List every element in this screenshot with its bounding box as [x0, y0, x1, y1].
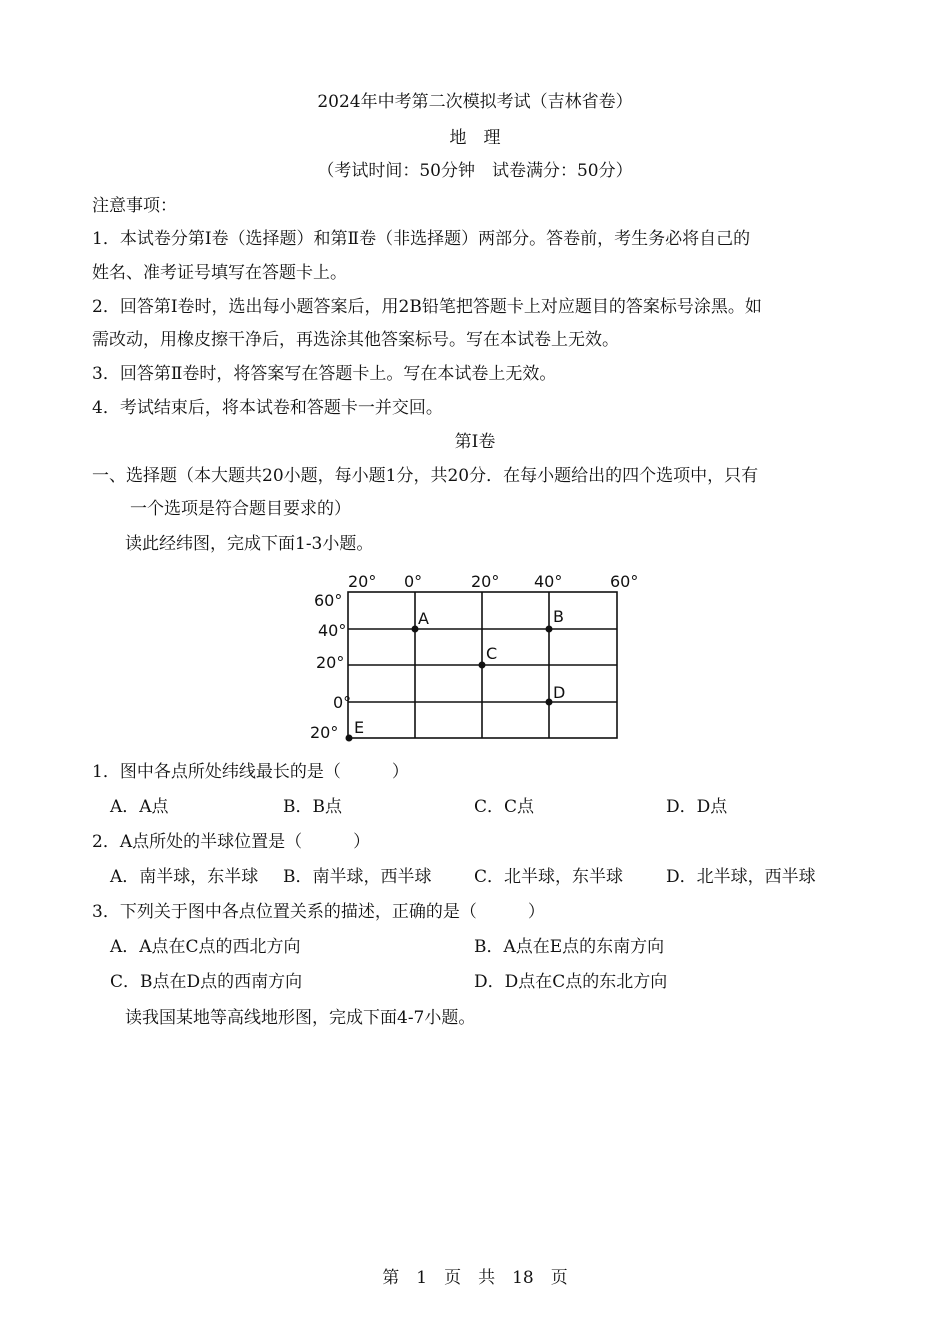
- lon-label: 0°: [404, 572, 423, 591]
- question-3-stem: 3．下列关于图中各点位置关系的描述，正确的是（ ）: [92, 902, 545, 922]
- lat-label: 60°: [314, 591, 343, 610]
- notes-heading: 注意事项：: [92, 196, 177, 216]
- point-c-dot: [479, 662, 486, 669]
- point-a-label: A: [418, 609, 429, 628]
- subject-title: 地 理: [449, 128, 501, 148]
- q3-option-d[interactable]: D．D点在C点的东北方向: [474, 972, 668, 992]
- q2-option-b[interactable]: B．南半球，西半球: [283, 867, 432, 887]
- point-c-label: C: [486, 644, 498, 663]
- note-line: 1．本试卷分第Ⅰ卷（选择题）和第Ⅱ卷（非选择题）两部分。答卷前，考生务必将自己的: [92, 229, 751, 249]
- map-intro: 读此经纬图，完成下面1-3小题。: [125, 534, 374, 554]
- q3-option-c[interactable]: C．B点在D点的西南方向: [110, 972, 303, 992]
- note-line: 姓名、准考证号填写在答题卡上。: [92, 263, 347, 283]
- lat-label: 20°: [316, 653, 345, 672]
- part-heading: 一、选择题（本大题共20小题，每小题1分，共20分．在每小题给出的四个选项中，只有: [92, 466, 759, 486]
- lat-label: 40°: [318, 621, 347, 640]
- point-d-dot: [546, 699, 553, 706]
- q3-option-b[interactable]: B．A点在E点的东南方向: [474, 937, 665, 957]
- lon-label: 40°: [534, 572, 563, 591]
- point-e-dot: [346, 735, 353, 742]
- exam-title: 2024年中考第二次模拟考试（吉林省卷）: [317, 92, 633, 112]
- note-line: 2．回答第Ⅰ卷时，选出每小题答案后，用2B铅笔把答题卡上对应题目的答案标号涂黑。如: [92, 297, 762, 317]
- note-line: 3．回答第Ⅱ卷时，将答案写在答题卡上。写在本试卷上无效。: [92, 364, 557, 384]
- q2-option-d[interactable]: D．北半球，西半球: [666, 867, 816, 887]
- q2-option-c[interactable]: C．北半球，东半球: [474, 867, 624, 887]
- lat-label: 0°: [333, 693, 352, 712]
- point-d-label: D: [553, 683, 566, 702]
- section-title: 第Ⅰ卷: [454, 432, 496, 452]
- lon-label: 20°: [471, 572, 500, 591]
- question-2-stem: 2．A点所处的半球位置是（ ）: [92, 832, 371, 852]
- q3-option-a[interactable]: A．A点在C点的西北方向: [110, 937, 301, 957]
- q1-option-a[interactable]: A．A点: [110, 797, 169, 817]
- q2-option-a[interactable]: A．南半球，东半球: [110, 867, 259, 887]
- q1-option-b[interactable]: B．B点: [283, 797, 342, 817]
- next-intro: 读我国某地等高线地形图，完成下面4-7小题。: [125, 1008, 476, 1028]
- lat-long-grid-map: [300, 568, 650, 748]
- point-e-label: E: [354, 718, 365, 737]
- question-1-stem: 1．图中各点所处纬线最长的是（ ）: [92, 762, 409, 782]
- page-footer: 第 1 页 共 18 页: [382, 1268, 568, 1288]
- lat-label: 20°: [310, 723, 339, 742]
- lon-label: 20°: [348, 572, 377, 591]
- q1-option-c[interactable]: C．C点: [474, 797, 535, 817]
- part-heading-cont: 一个选项是符合题目要求的）: [130, 499, 351, 519]
- note-line: 需改动，用橡皮擦干净后，再选涂其他答案标号。写在本试卷上无效。: [92, 330, 619, 350]
- lon-label: 60°: [610, 572, 639, 591]
- exam-info: （考试时间：50分钟 试卷满分：50分）: [317, 161, 633, 181]
- note-line: 4．考试结束后，将本试卷和答题卡一并交回。: [92, 398, 443, 418]
- q1-option-d[interactable]: D．D点: [666, 797, 728, 817]
- point-b-dot: [546, 626, 553, 633]
- point-b-label: B: [553, 607, 564, 626]
